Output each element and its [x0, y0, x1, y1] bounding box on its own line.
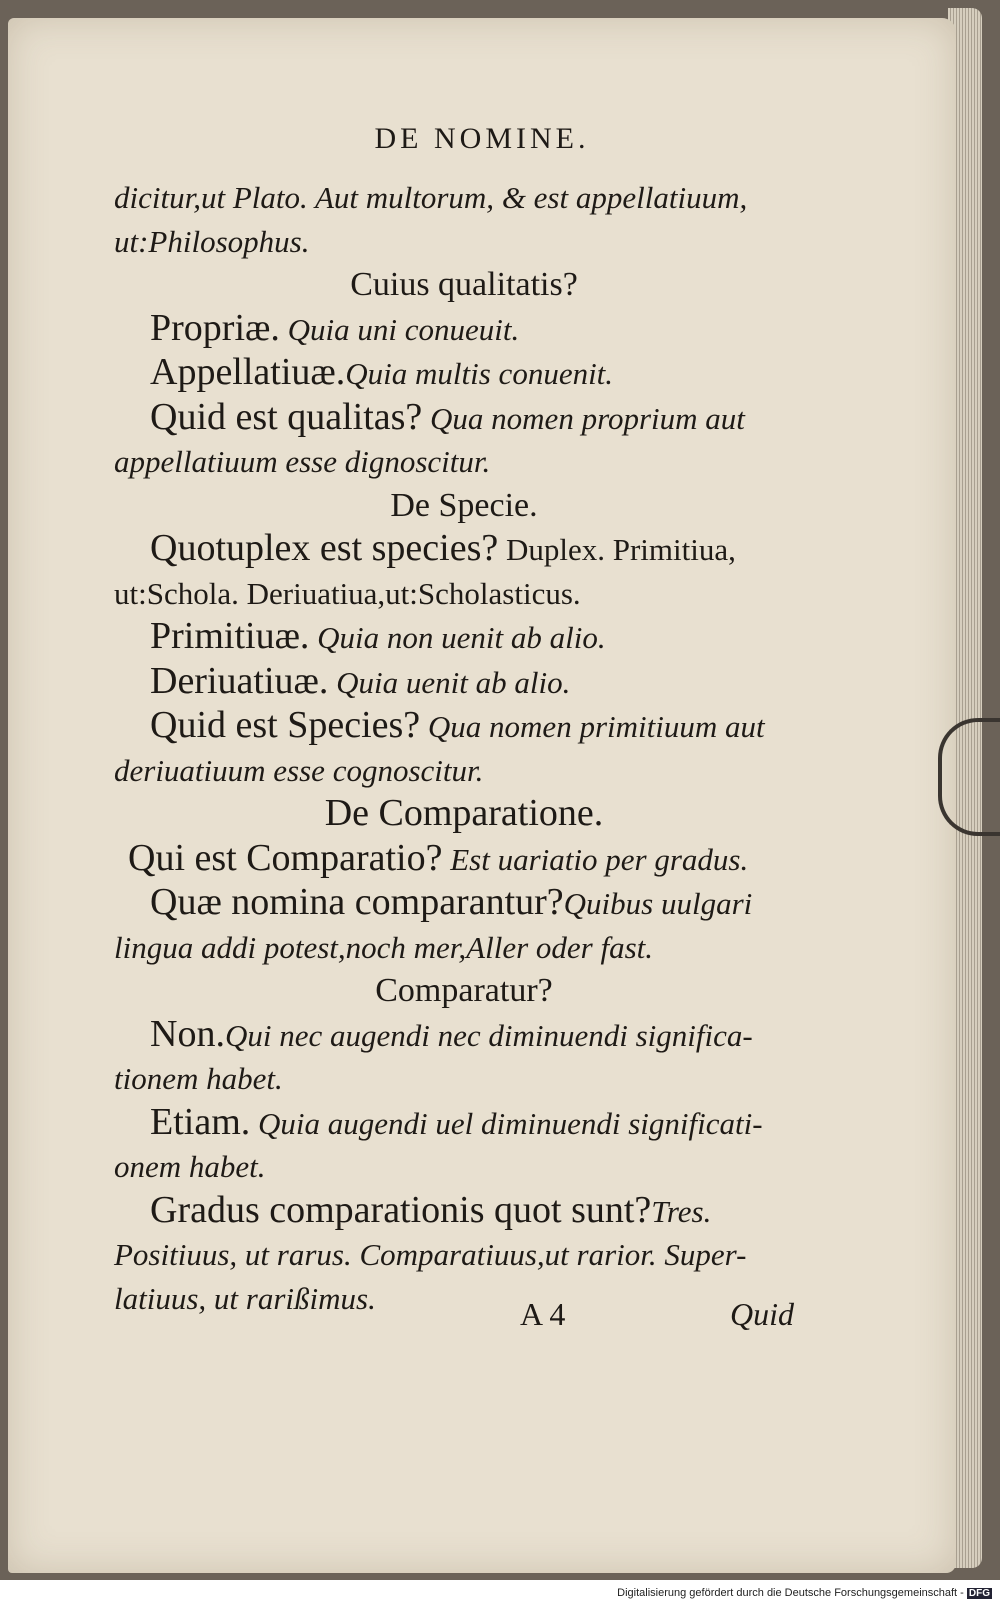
- text-line: tionem habet.: [114, 1061, 283, 1096]
- text-line: lingua addi potest,noch mer,Aller oder fast.: [114, 929, 654, 965]
- text-line: dicitur,ut Plato. Aut multorum, & est appellatiuum,: [114, 180, 748, 215]
- signature-mark: A 4: [520, 1296, 566, 1332]
- text-line: latiuus, ut rarißimus.: [114, 1280, 376, 1316]
- text-line: appellatiuum esse dignoscitur.: [114, 444, 491, 479]
- page-clip: [938, 718, 1000, 836]
- text-line: Propriæ. Quia uni conueuit.: [150, 306, 520, 349]
- text-line: Quotuplex est species? Duplex. Primitiua,: [150, 527, 736, 569]
- text-line: Quid est Species? Qua nomen primitiuum aut: [150, 704, 765, 746]
- text-line: deriuatiuum esse cognoscitur.: [114, 752, 484, 788]
- body-text: [114, 176, 814, 1320]
- catchword: Quid: [730, 1296, 794, 1332]
- text-line: Gradus comparationis quot sunt?Tres.: [150, 1188, 712, 1231]
- section-heading: Cuius qualitatis?: [350, 266, 578, 303]
- dfg-logo: DFG: [968, 1588, 990, 1599]
- text-line: ut:Philosophus.: [114, 223, 310, 259]
- section-heading: De Specie.: [390, 486, 538, 524]
- text-line: ut:Schola. Deriuatiua,ut:Scholasticus.: [114, 575, 581, 611]
- book-page: [8, 18, 956, 1573]
- text-line: Primitiuæ. Quia non uenit ab alio.: [150, 615, 606, 657]
- section-heading: De Comparatione.: [324, 792, 604, 834]
- running-header: DE NOMINE.: [374, 122, 590, 155]
- text-line: Deriuatiuæ. Quia uenit ab alio.: [150, 659, 571, 702]
- text-line: Etiam. Quia augendi uel diminuendi significati-: [150, 1100, 763, 1143]
- text-line: Positiuus, ut rarus. Comparatiuus,ut rarior. Super-: [114, 1237, 747, 1272]
- text-line: Qui est Comparatio? Est uariatio per gradus.: [128, 836, 749, 879]
- text-line: Appellatiuæ.Quia multis conuenit.: [150, 351, 614, 393]
- digitization-credit: Digitalisierung gefördert durch die Deutsche Forschungsgemeinschaft - DFG: [617, 1587, 990, 1599]
- text-line: Non.Qui nec augendi nec diminuendi significa-: [150, 1012, 753, 1055]
- text-line: onem habet.: [114, 1149, 266, 1184]
- text-line: Quid est qualitas? Qua nomen proprium aut: [150, 395, 745, 438]
- text-line: Quæ nomina comparantur?Quibus uulgari: [150, 881, 753, 923]
- section-heading: Comparatur?: [375, 972, 553, 1009]
